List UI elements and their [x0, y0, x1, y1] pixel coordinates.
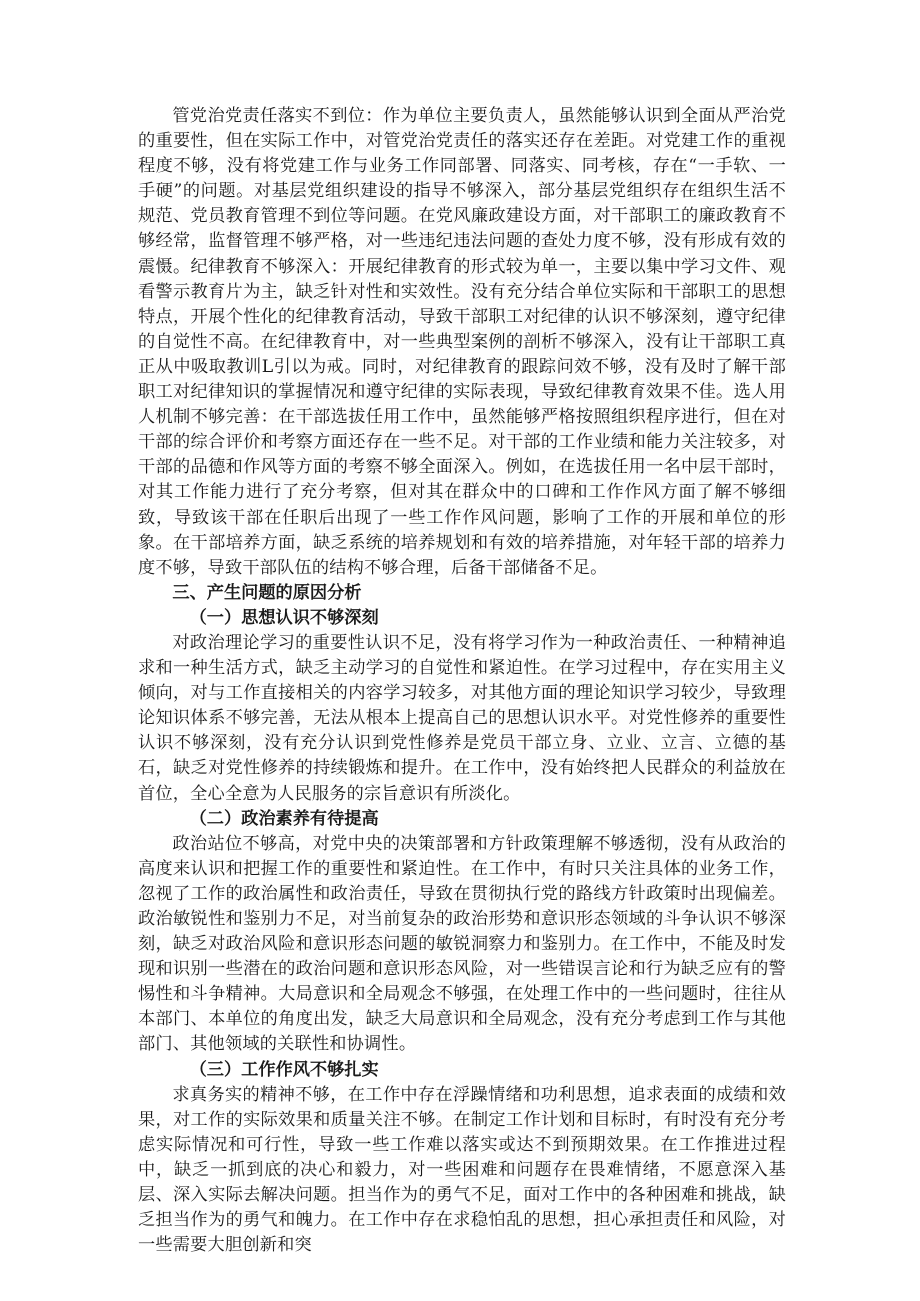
paragraph-responsibility-discipline-personnel: 管党治党责任落实不到位：作为单位主要负责人，虽然能够认识到全面从严治党的重要性，但在实际工作中，对管党治党责任的落实还存在差距。对党建工作的重视程度不够，没有将党建工作与业务工作同部署、同落实、同考核，存在“一手软、一手硬”的问题。对基层党组织建设的指导不够深入，部分基层党组织存在组织生活不规范、党员教育管理不到位等问题。在党风廉政建设方面，对干部职工的廉政教育不够经常，监督管理不够严格，对一些违纪违法问题的查处力度不够，没有形成有效的震慑。纪律教育不够深入：开展纪律教育的形式较为单一，主要以集中学习文件、观看警示教育片为主，缺乏针对性和实效性。没有充分结合单位实际和干部职工的思想特点，开展个性化的纪律教育活动，导致干部职工对纪律的认识不够深刻，遵守纪律的自觉性不高。在纪律教育中，对一些典型案例的剖析不够深入，没有让干部职工真正从中吸取教训L引以为戒。同时，对纪律教育的跟踪问效不够，没有及时了解干部职工对纪律知识的掌握情况和遵守纪律的实际表现，导致纪律教育效果不佳。选人用人机制不够完善：在干部选拔任用工作中，虽然能够严格按照组织程序进行，但在对干部的综合评价和考察方面还存在一些不足。对干部的工作业绩和能力关注较多，对干部的品德和作风等方面的考察不够全面深入。例如，在选拔任用一名中层干部时，对其工作能力进行了充分考察，但对其在群众中的口碑和工作作风方面了解不够细致，导致该干部在任职后出现了一些工作作风问题，影响了工作的开展和单位的形象。在干部培养方面，缺乏系统的培养规划和有效的培养措施，对年轻干部的培养力度不够，导致干部队伍的结构不够合理，后备干部储备不足。	[138, 106, 786, 578]
subheading-political-literacy: （二）政治素养有待提高	[189, 808, 379, 829]
document-body	[138, 104, 786, 1258]
paragraph-work-style: 求真务实的精神不够，在工作中存在浮躁情绪和功利思想，追求表面的成绩和效果，对工作的实际效果和质量关注不够。在制定工作计划和目标时，有时没有充分考虑实际情况和可行性，导致一些工作难以落实或达不到预期效果。在工作推进过程中，缺乏一抓到底的决心和毅力，对一些困难和问题存在畏难情绪，不愿意深入基层、深入实际去解决问题。担当作为的勇气不足，面对工作中的各种困难和挑战，缺乏担当作为的勇气和魄力。在工作中存在求稳怕乱的思想，担心承担责任和风险，对一些需要大胆创新和突	[138, 1084, 786, 1256]
paragraph-ideological-awareness: 对政治理论学习的重要性认识不足，没有将学习作为一种政治责任、一种精神追求和一种生活方式，缺乏主动学习的自觉性和紧迫性。在学习过程中，存在实用主义倾向，对与工作直接相关的内容学习较多，对其他方面的理论知识学习较少，导致理论知识体系不够完善，无法从根本上提高自己的思想认识水平。对党性修养的重要性认识不够深刻，没有充分认识到党性修养是党员干部立身、立业、立言、立德的基石，缺乏对党性修养的持续锻炼和提升。在工作中，没有始终把人民群众的利益放在首位，全心全意为人民服务的宗旨意识有所淡化。	[138, 632, 786, 804]
subheading-work-style: （三）工作作风不够扎实	[189, 1059, 379, 1080]
paragraph-political-literacy: 政治站位不够高，对党中央的决策部署和方针政策理解不够透彻，没有从政治的高度来认识和把握工作的重要性和紧迫性。在工作中，有时只关注具体的业务工作，忽视了工作的政治属性和政治责任，导致在贯彻执行党的路线方针政策时出现偏差。政治敏锐性和鉴别力不足，对当前复杂的政治形势和意识形态领域的斗争认识不够深刻，缺乏对政治风险和意识形态问题的敏锐洞察力和鉴别力。在工作中，不能及时发现和识别一些潜在的政治问题和意识形态风险，对一些错误言论和行为缺乏应有的警惕性和斗争精神。大局意识和全局观念不够强，在处理工作中的一些问题时，往往从本部门、本单位的角度出发，缺乏大局意识和全局观念，没有充分考虑到工作与其他部门、其他领域的关联性和协调性。	[138, 833, 786, 1055]
section-heading-cause-analysis: 三、产生问题的原因分析	[172, 582, 362, 603]
subheading-ideological-awareness: （一）思想认识不够深刻	[189, 607, 379, 628]
